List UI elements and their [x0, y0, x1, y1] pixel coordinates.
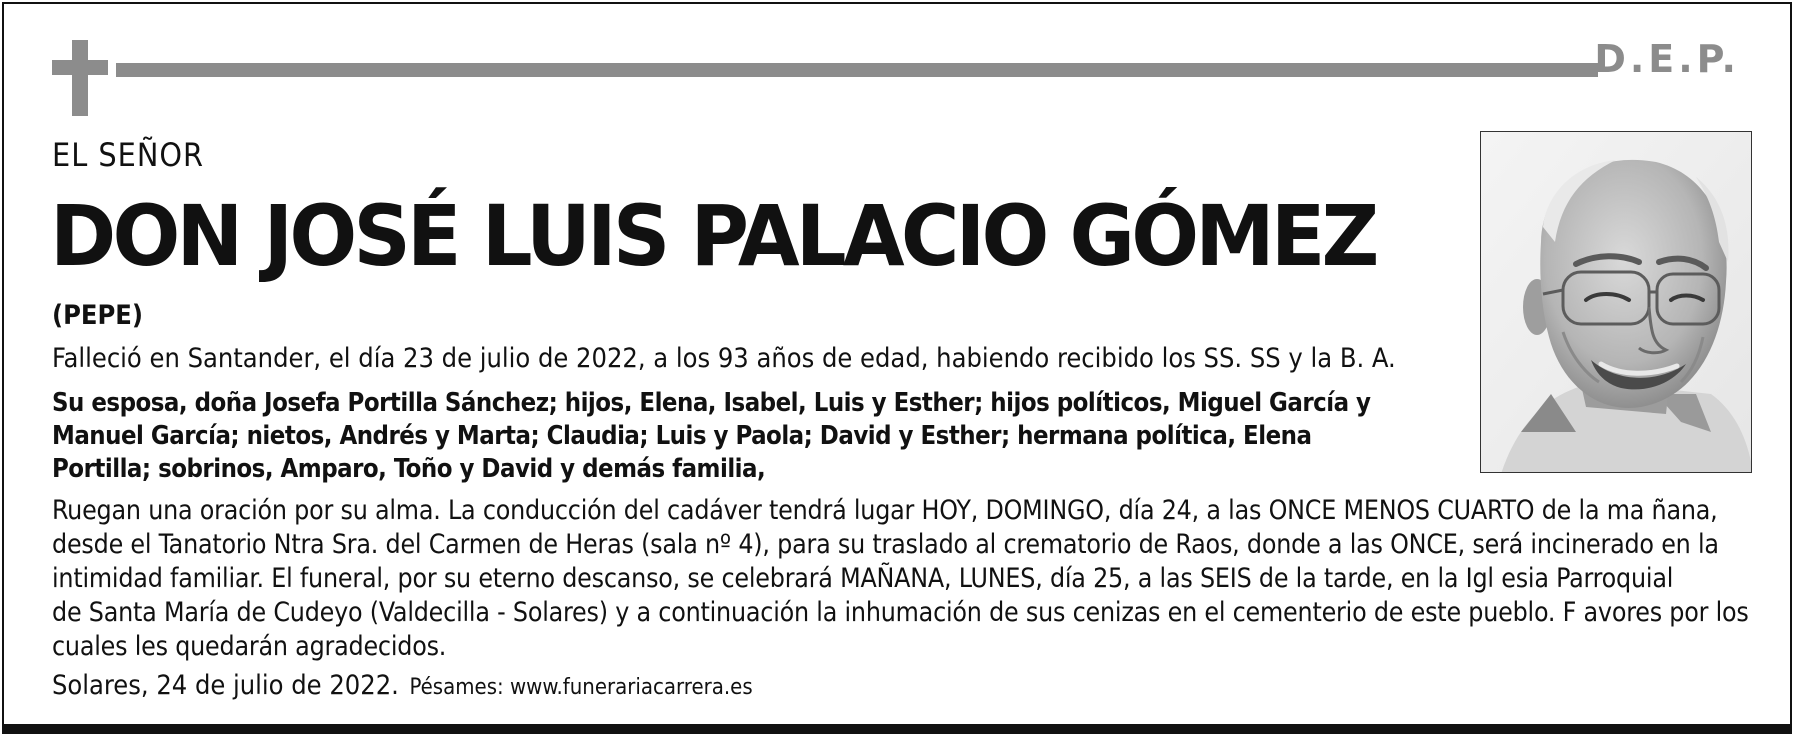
- footer: [52, 670, 753, 701]
- portrait-illustration: [1481, 132, 1752, 473]
- condolences-link: Pésames: www.funerariacarrera.es: [409, 675, 753, 700]
- nickname: (PEPE): [52, 300, 143, 331]
- header-rule: [116, 63, 1598, 77]
- funeral-details-line: intimidad familiar. El funeral, por su eterno descanso, se celebrará MAÑANA, LUNES, día 25, a las SEIS de la tarde, en la Igl esia Parroquial: [52, 563, 1674, 594]
- deceased-name: DON JOSÉ LUIS PALACIO GÓMEZ: [50, 187, 1376, 285]
- honorific: EL SEÑOR: [52, 136, 205, 174]
- cross-icon: [52, 40, 108, 116]
- funeral-details-line: Ruegan una oración por su alma. La conducción del cadáver tendrá lugar HOY, DOMINGO, día 24, a las ONCE MENOS CUARTO de la ma ñana,: [52, 495, 1718, 526]
- funeral-details: [52, 494, 1762, 664]
- dep-label: D.E.P.: [1594, 37, 1740, 81]
- funeral-details-line: cuales les quedarán agradecidos.: [52, 631, 447, 662]
- funeral-details-line: de Santa María de Cudeyo (Valdecilla - Solares) y a continuación la inhumación de sus cenizas en el cementerio de este pueblo. F avores por los: [52, 597, 1749, 628]
- portrait-photo: [1480, 131, 1752, 473]
- obituary-card: [2, 2, 1792, 734]
- death-notice: Falleció en Santander, el día 23 de julio de 2022, a los 93 años de edad, habiendo recibido los SS. SS y la B. A.: [52, 343, 1396, 374]
- funeral-details-line: desde el Tanatorio Ntra Sra. del Carmen de Heras (sala nº 4), para su traslado al crematorio de Raos, donde a las ONCE, será incinerado en la: [52, 529, 1719, 560]
- family-list: Su esposa, doña Josefa Portilla Sánchez; hijos, Elena, Isabel, Luis y Esther; hijos políticos, Miguel García y Manuel García; nietos, Andrés y Marta; Claudia; Luis y Paola; David y Esther; hermana política, Elena Portilla; sobrinos, Amparo, Toño y David y demás familia,: [52, 388, 1371, 484]
- place-date: Solares, 24 de julio de 2022.: [52, 670, 399, 701]
